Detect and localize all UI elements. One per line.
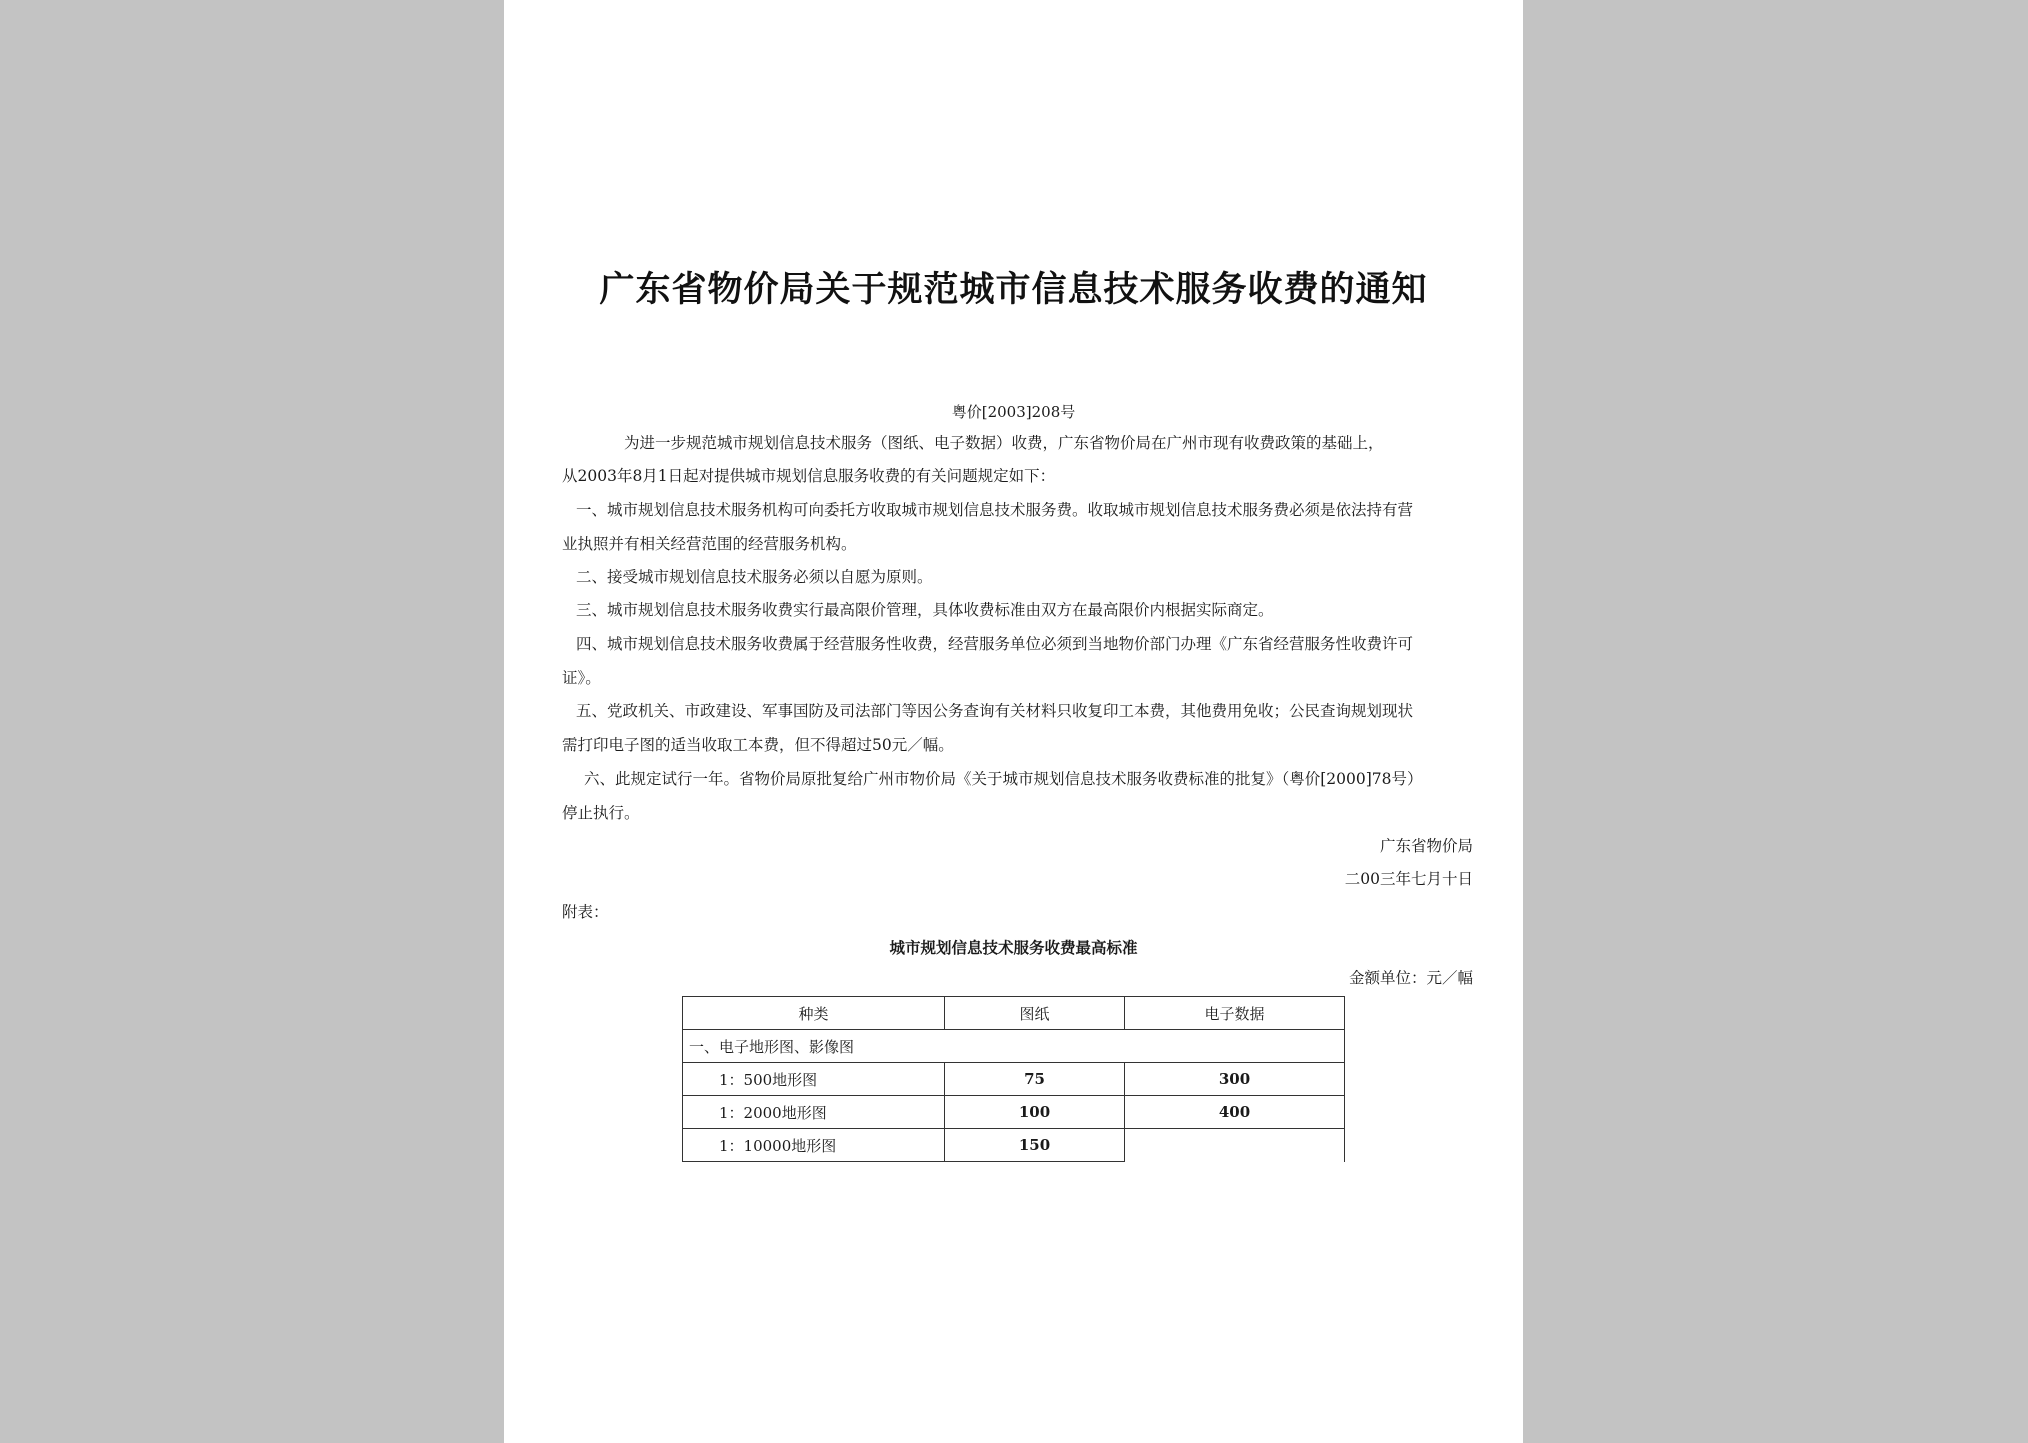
row-paper-fee: 150: [945, 1129, 1125, 1162]
item-4-line-1: 四、城市规划信息技术服务收费属于经营服务性收费，经营服务单位必须到当地物价部门办理《广东省经营服务性收费许可: [576, 635, 1414, 653]
item-1-line-1: 一、城市规划信息技术服务机构可向委托方收取城市规划信息技术服务费。收取城市规划信息技术服务费必须是依法持有营: [576, 501, 1414, 519]
item-6-line-2: 停止执行。: [562, 804, 640, 822]
table-header-row: [683, 997, 1345, 1030]
table-section-row: [683, 1030, 1345, 1063]
header-digital: 电子数据: [1125, 997, 1345, 1030]
row-paper-fee: 75: [945, 1063, 1125, 1096]
row-digital-fee: [1125, 1129, 1345, 1162]
row-type: 1：500地形图: [683, 1063, 945, 1096]
item-2: 二、接受城市规划信息技术服务必须以自愿为原则。: [576, 568, 933, 586]
item-3: 三、城市规划信息技术服务收费实行最高限价管理，具体收费标准由双方在最高限价内根据实际商定。: [576, 601, 1274, 619]
header-paper: 图纸: [945, 997, 1125, 1030]
document-title: 广东省物价局关于规范城市信息技术服务收费的通知: [599, 269, 1428, 310]
intro-line-2: 从2003年8月1日起对提供城市规划信息服务收费的有关问题规定如下：: [562, 467, 1056, 485]
table-row: [683, 1063, 1345, 1096]
item-6-line-1: 六、此规定试行一年。省物价局原批复给广州市物价局《关于城市规划信息技术服务收费标准的批复》（粤价[2000]78号）: [584, 770, 1423, 788]
item-5-line-1: 五、党政机关、市政建设、军事国防及司法部门等因公务查询有关材料只收复印工本费，其他费用免收；公民查询规划现状: [576, 702, 1414, 720]
row-type: 1：2000地形图: [683, 1096, 945, 1129]
fee-table-title: 城市规划信息技术服务收费最高标准: [889, 938, 1138, 957]
document-number: 粤价[2003]208号: [951, 403, 1076, 421]
section-label: 一、电子地形图、影像图: [683, 1030, 1345, 1063]
issue-date: 二00三年七月十日: [1344, 870, 1473, 888]
table-row: [683, 1129, 1345, 1162]
fee-table: [682, 996, 1345, 1162]
row-digital-fee: 300: [1125, 1063, 1345, 1096]
item-4-line-2: 证》。: [562, 669, 601, 687]
table-row: [683, 1096, 1345, 1129]
attachment-label: 附表：: [562, 903, 609, 921]
item-5-line-2: 需打印电子图的适当收取工本费，但不得超过50元／幅。: [562, 736, 954, 754]
row-paper-fee: 100: [945, 1096, 1125, 1129]
row-type: 1：10000地形图: [683, 1129, 945, 1162]
intro-line-1: 为进一步规范城市规划信息技术服务（图纸、电子数据）收费，广东省物价局在广州市现有收费政策的基础上，: [624, 434, 1384, 452]
item-1-line-2: 业执照并有相关经营范围的经营服务机构。: [562, 535, 857, 553]
document-page: [504, 0, 1523, 1443]
fee-table-unit: 金额单位：元／幅: [1348, 969, 1473, 987]
row-digital-fee: 400: [1125, 1096, 1345, 1129]
issuer: 广东省物价局: [1379, 837, 1473, 855]
header-type: 种类: [683, 997, 945, 1030]
